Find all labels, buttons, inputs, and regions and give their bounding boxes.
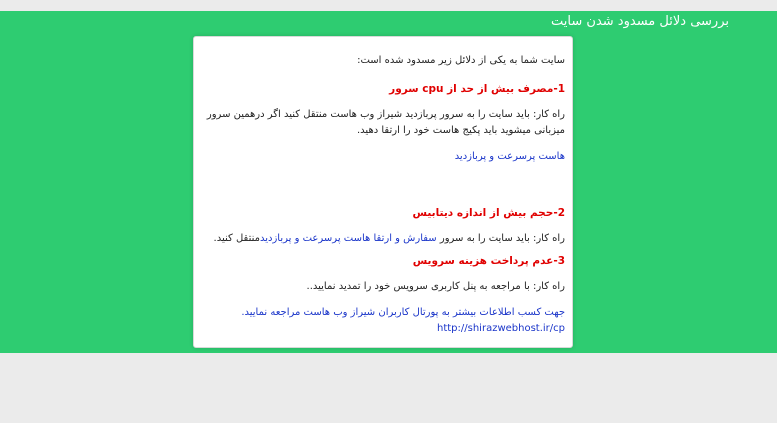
reason2-solution bbox=[202, 231, 565, 247]
info-card bbox=[193, 36, 573, 348]
reason1-solution: راه کار: باید سایت را به سرور پربازدید شیراز وب هاست منتقل کنید اگر درهمین سرور میزبانی میشوید باید پکیج هاست خود را ارتقا دهید. bbox=[206, 109, 565, 136]
order-upgrade-link[interactable]: سفارش و ارتقا هاست پرسرعت و پربازدید bbox=[259, 233, 437, 244]
intro-text: سایت شما به یکی از دلائل زیر مسدود شده است: bbox=[357, 55, 565, 66]
reason2-solution-prefix: راه کار: باید سایت را به سرور bbox=[436, 233, 565, 244]
reason1-title: 1-مصرف بیش از حد از cpu سرور bbox=[389, 83, 565, 95]
fast-host-link[interactable]: هاست پرسرعت و پربازدید bbox=[454, 151, 565, 162]
reason3-solution: راه کار: با مراجعه به پنل کاربری سرویس خود را تمدید نمایید.. bbox=[306, 281, 565, 292]
reason2-solution-suffix: منتقل کنید. bbox=[213, 233, 260, 244]
footer-text: جهت کسب اطلاعات بیشتر به پورتال کاربران شیراز وب هاست مراجعه نمایید. bbox=[241, 307, 565, 318]
portal-url-link[interactable]: http://shirazwebhost.ir/cp bbox=[437, 323, 565, 334]
reason3-title: 3-عدم پرداخت هزینه سرویس bbox=[412, 255, 565, 267]
banner-title: بررسی دلائل مسدود شدن سایت bbox=[551, 14, 729, 29]
reason2-title: 2-حجم بیش از اندازه دیتابیس bbox=[412, 207, 565, 219]
